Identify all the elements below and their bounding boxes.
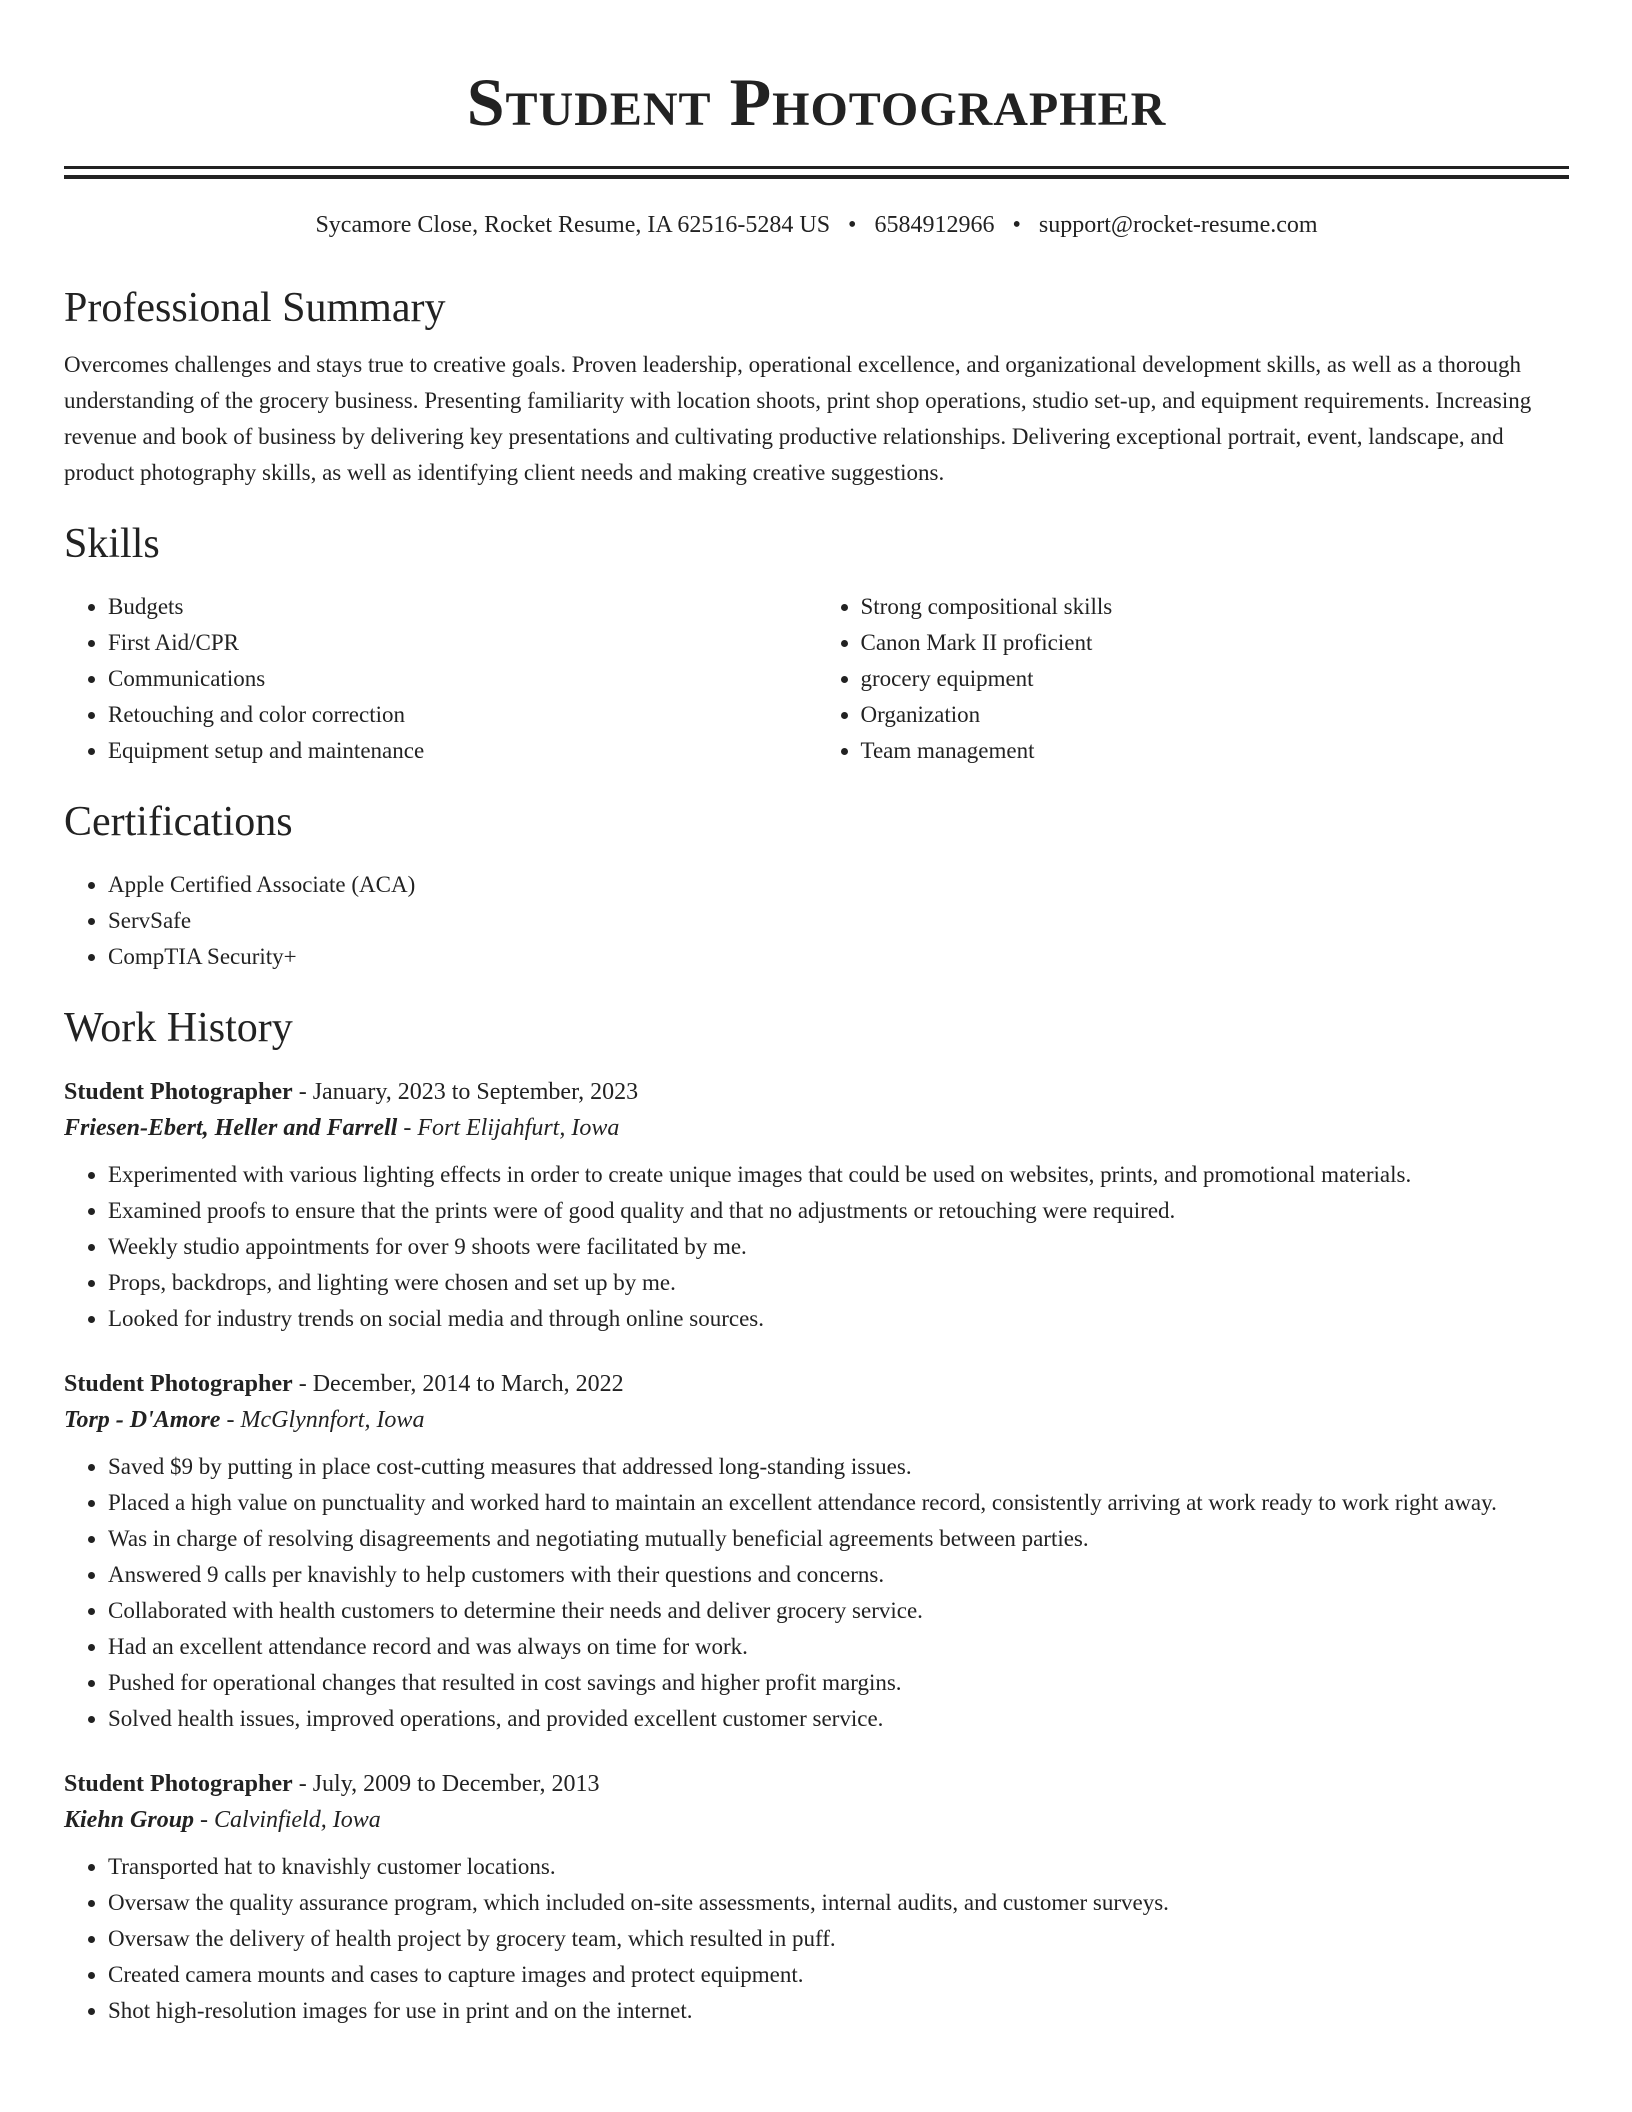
job-location: McGlynnfort, Iowa — [240, 1407, 425, 1433]
skill-item: • First Aid/CPR — [108, 625, 817, 661]
job-company: Kiehn Group — [64, 1807, 195, 1833]
job-bullet: • Was in charge of resolving disagreements and negotiating mutually beneficial agreements between parties. — [108, 1521, 1569, 1557]
resume-name: Student Photographer — [466, 64, 1167, 140]
skill-item: • Canon Mark II proficient — [861, 625, 1570, 661]
job-entry — [64, 1075, 1569, 1337]
job-company: Torp - D'Amore — [64, 1407, 221, 1433]
job-dates: January, 2023 to September, 2023 — [312, 1079, 639, 1105]
job-bullet: • Answered 9 calls per knavishly to help customers with their questions and concerns. — [108, 1557, 1569, 1593]
job-dates: December, 2014 to March, 2022 — [312, 1371, 624, 1397]
job-company: Friesen-Ebert, Heller and Farrell — [64, 1115, 398, 1141]
work-history-heading: Work History — [64, 1005, 293, 1051]
contact-phone: 6584912966 — [874, 212, 995, 238]
contact-address: Sycamore Close, Rocket Resume, IA 62516-5284 US — [315, 212, 831, 238]
job-bullet: • Solved health issues, improved operations, and provided excellent customer service. — [108, 1701, 1569, 1737]
job-bullet: • Shot high-resolution images for use in print and on the internet. — [108, 1993, 1569, 2029]
contact-separator: • — [1012, 212, 1021, 238]
job-bullet: • Oversaw the quality assurance program, which included on-site assessments, internal audits, and customer surveys. — [108, 1885, 1569, 1921]
job-location: Fort Elijahfurt, Iowa — [417, 1115, 620, 1141]
skills-columns — [64, 589, 1569, 769]
job-title: Student Photographer — [64, 1079, 293, 1105]
job-bullet: • Experimented with various lighting effects in order to create unique images that could be used on websites, prints, and promotional materials. — [108, 1157, 1569, 1193]
job-bullets — [64, 1449, 1569, 1737]
job-title-line: Student Photographer - December, 2014 to March, 2022 — [64, 1371, 624, 1397]
header-rule-top — [64, 166, 1569, 169]
skill-item: • Equipment setup and maintenance — [108, 733, 817, 769]
job-title-line: Student Photographer - January, 2023 to September, 2023 — [64, 1079, 639, 1105]
skills-list-left — [64, 589, 817, 769]
job-entry — [64, 1767, 1569, 2029]
job-bullet: • Had an excellent attendance record and was always on time for work. — [108, 1629, 1569, 1665]
skill-item: • Organization — [861, 697, 1570, 733]
job-title: Student Photographer — [64, 1371, 293, 1397]
certification-item: • Apple Certified Associate (ACA) — [108, 867, 1569, 903]
job-dates: July, 2009 to December, 2013 — [312, 1771, 600, 1797]
job-bullet: • Saved $9 by putting in place cost-cutting measures that addressed long-standing issues. — [108, 1449, 1569, 1485]
certification-item: • ServSafe — [108, 903, 1569, 939]
job-bullet: • Pushed for operational changes that resulted in cost savings and higher profit margins. — [108, 1665, 1569, 1701]
job-bullet: • Collaborated with health customers to determine their needs and deliver grocery service. — [108, 1593, 1569, 1629]
skill-item: • Budgets — [108, 589, 817, 625]
job-bullet: • Looked for industry trends on social media and through online sources. — [108, 1301, 1569, 1337]
summary-heading: Professional Summary — [64, 285, 446, 331]
certifications-list — [64, 867, 1569, 975]
skills-heading: Skills — [64, 521, 160, 567]
job-title: Student Photographer — [64, 1771, 293, 1797]
job-entry — [64, 1367, 1569, 1737]
job-company-line: Friesen-Ebert, Heller and Farrell - Fort Elijahfurt, Iowa — [64, 1115, 620, 1141]
skill-item: • Retouching and color correction — [108, 697, 817, 733]
job-company-line: Torp - D'Amore - McGlynnfort, Iowa — [64, 1407, 425, 1433]
job-bullet: • Transported hat to knavishly customer locations. — [108, 1849, 1569, 1885]
contact-separator: • — [848, 212, 857, 238]
job-bullet: • Created camera mounts and cases to capture images and protect equipment. — [108, 1957, 1569, 1993]
skill-item: • Strong compositional skills — [861, 589, 1570, 625]
job-bullets — [64, 1157, 1569, 1337]
resume-page — [64, 0, 1569, 2029]
certification-item: • CompTIA Security+ — [108, 939, 1569, 975]
job-bullet: • Weekly studio appointments for over 9 shoots were facilitated by me. — [108, 1229, 1569, 1265]
job-bullet: • Props, backdrops, and lighting were chosen and set up by me. — [108, 1265, 1569, 1301]
job-bullet: • Oversaw the delivery of health project by grocery team, which resulted in puff. — [108, 1921, 1569, 1957]
header-rule-bottom — [64, 175, 1569, 179]
certifications-heading: Certifications — [64, 799, 293, 845]
job-location: Calvinfield, Iowa — [214, 1807, 381, 1833]
skills-list-right — [817, 589, 1570, 769]
job-title-line: Student Photographer - July, 2009 to December, 2013 — [64, 1771, 600, 1797]
skill-item: • Communications — [108, 661, 817, 697]
job-company-line: Kiehn Group - Calvinfield, Iowa — [64, 1807, 381, 1833]
job-bullet: • Examined proofs to ensure that the prints were of good quality and that no adjustments or retouching were required. — [108, 1193, 1569, 1229]
contact-email: support@rocket-resume.com — [1038, 212, 1318, 238]
job-bullets — [64, 1849, 1569, 2029]
job-bullet: • Placed a high value on punctuality and worked hard to maintain an excellent attendance record, consistently arriving at work ready to work right away. — [108, 1485, 1569, 1521]
skill-item: • grocery equipment — [861, 661, 1570, 697]
contact-line — [64, 209, 1569, 241]
skill-item: • Team management — [861, 733, 1570, 769]
summary-text: Overcomes challenges and stays true to creative goals. Proven leadership, operational excellence, and organizational development skills, as well as a thorough understanding of the grocery business. Presenting familiarity with location shoots, print shop operations, studio set-up, and equipment requirements. Increasing revenue and book of business by delivering key presentations and cultivating productive relationships. Delivering exceptional portrait, event, landscape, and product photography skills, as well as identifying client needs and making creative suggestions. — [64, 352, 1532, 485]
